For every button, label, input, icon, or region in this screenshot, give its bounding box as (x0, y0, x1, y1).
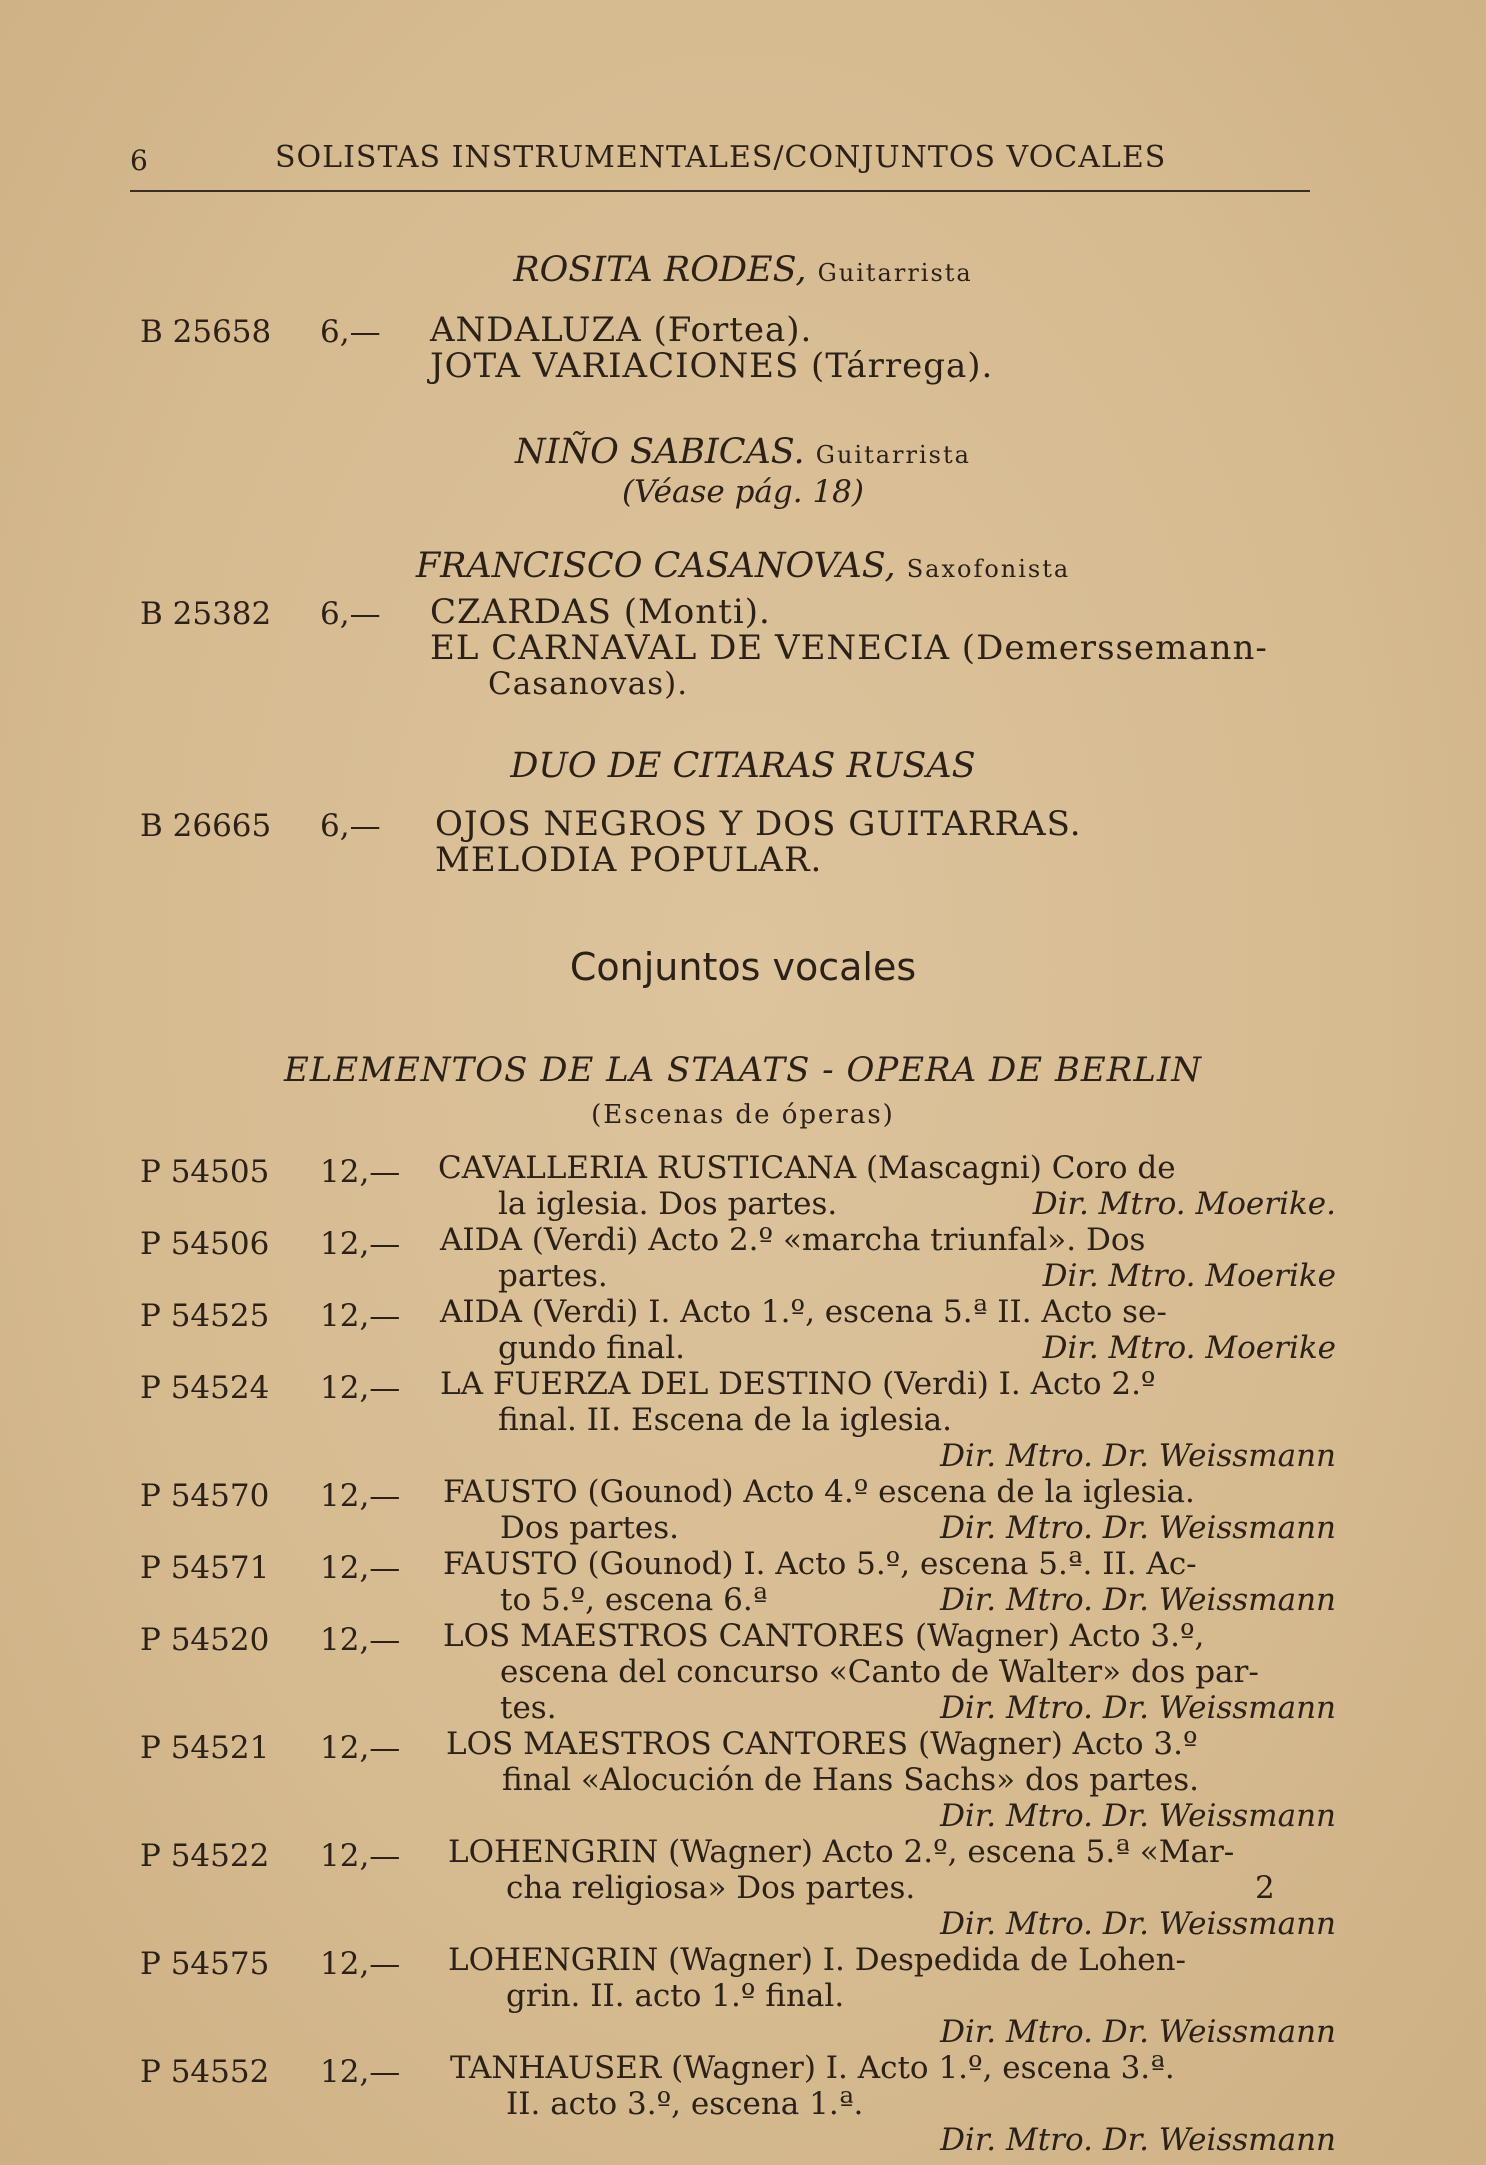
printer-signature: 2 (1255, 1870, 1275, 1906)
catalog-number: P 54571 (140, 1550, 270, 1586)
catalog-number: B 26665 (140, 808, 272, 844)
catalog-number: P 54505 (140, 1154, 270, 1190)
price: 6,— (320, 596, 381, 632)
header-rule (130, 190, 1310, 192)
conductor: Dir. Mtro. Dr. Weissmann (940, 2014, 1336, 2050)
record-description: to 5.º, escena 6.ª (500, 1582, 768, 1618)
record-description: LOHENGRIN (Wagner) Acto 2.º, escena 5.ª «Mar- (448, 1834, 1235, 1870)
catalog-number: P 54524 (140, 1370, 270, 1406)
record-title: ANDALUZA (Fortea). (430, 310, 813, 350)
record-description: la iglesia. Dos partes. (498, 1186, 838, 1222)
price: 12,— (320, 1298, 401, 1334)
record-title: MELODIA POPULAR. (435, 840, 823, 880)
price: 12,— (320, 1946, 401, 1982)
conductor: Dir. Mtro. Moerike (1042, 1330, 1336, 1366)
record-description: LA FUERZA DEL DESTINO (Verdi) I. Acto 2.º (440, 1366, 1156, 1402)
catalog-number: P 54525 (140, 1298, 270, 1334)
artist-heading: NIÑO SABICAS. Guitarrista (515, 432, 971, 472)
price: 6,— (320, 808, 381, 844)
record-description: CAVALLERIA RUSTICANA (Mascagni) Coro de (438, 1150, 1176, 1186)
record-title: Casanovas). (488, 666, 689, 702)
artist-heading: FRANCISCO CASANOVAS, Saxofonista (415, 546, 1071, 586)
record-description: gundo final. (498, 1330, 686, 1366)
artist-heading: DUO DE CITARAS RUSAS (510, 746, 976, 786)
running-title: SOLISTAS INSTRUMENTALES/CONJUNTOS VOCALES (275, 140, 1167, 175)
record-description: II. acto 3.º, escena 1.ª. (506, 2086, 864, 2122)
price: 12,— (320, 1550, 401, 1586)
record-description: LOS MAESTROS CANTORES (Wagner) Acto 3.º, (443, 1618, 1205, 1654)
catalog-number: P 54521 (140, 1730, 270, 1766)
record-description: escena del concurso «Canto de Walter» dos par- (500, 1654, 1259, 1690)
record-description: FAUSTO (Gounod) I. Acto 5.º, escena 5.ª. II. Ac- (443, 1546, 1197, 1582)
conductor: Dir. Mtro. Moerike (1042, 1258, 1336, 1294)
conductor: Dir. Mtro. Dr. Weissmann (940, 1906, 1336, 1942)
conductor: Dir. Mtro. Dr. Weissmann (940, 2122, 1336, 2158)
conductor: Dir. Mtro. Dr. Weissmann (940, 1438, 1336, 1474)
conductor: Dir. Mtro. Dr. Weissmann (940, 1510, 1336, 1546)
price: 12,— (320, 1154, 401, 1190)
page-header (130, 130, 1310, 177)
record-description: AIDA (Verdi) Acto 2.º «marcha triunfal». Dos (440, 1222, 1146, 1258)
price: 12,— (320, 2054, 401, 2090)
catalog-number: B 25658 (140, 314, 272, 350)
catalog-number: B 25382 (140, 596, 272, 632)
catalog-number: P 54506 (140, 1226, 270, 1262)
record-description: tes. (500, 1690, 557, 1726)
price: 12,— (320, 1226, 401, 1262)
record-description: FAUSTO (Gounod) Acto 4.º escena de la iglesia. (443, 1474, 1195, 1510)
group-subtitle: (Escenas de óperas) (591, 1100, 895, 1130)
catalog-number: P 54522 (140, 1838, 270, 1874)
record-title: OJOS NEGROS Y DOS GUITARRAS. (435, 804, 1082, 844)
price: 12,— (320, 1478, 401, 1514)
group-heading: ELEMENTOS DE LA STAATS - OPERA DE BERLIN (283, 1050, 1203, 1090)
catalog-number: P 54520 (140, 1622, 270, 1658)
record-description: TANHAUSER (Wagner) I. Acto 1.º, escena 3.ª. (450, 2050, 1175, 2086)
page-number: 6 (130, 144, 148, 177)
record-description: cha religiosa» Dos partes. (506, 1870, 916, 1906)
record-description: Dos partes. (500, 1510, 679, 1546)
record-description: final «Alocución de Hans Sachs» dos partes. (502, 1762, 1199, 1798)
record-description: final. II. Escena de la iglesia. (498, 1402, 952, 1438)
record-title: EL CARNAVAL DE VENECIA (Demerssemann- (430, 628, 1268, 668)
catalog-number: P 54575 (140, 1946, 270, 1982)
price: 12,— (320, 1730, 401, 1766)
record-title: CZARDAS (Monti). (430, 592, 771, 632)
catalog-number: P 54570 (140, 1478, 270, 1514)
record-description: AIDA (Verdi) I. Acto 1.º, escena 5.ª II. Acto se- (440, 1294, 1167, 1330)
conductor: Dir. Mtro. Dr. Weissmann (940, 1582, 1336, 1618)
conductor: Dir. Mtro. Dr. Weissmann (940, 1798, 1336, 1834)
section-title: Conjuntos vocales (569, 945, 917, 989)
price: 12,— (320, 1622, 401, 1658)
record-title: JOTA VARIACIONES (Tárrega). (430, 346, 994, 386)
record-description: LOHENGRIN (Wagner) I. Despedida de Lohen- (448, 1942, 1187, 1978)
conductor: Dir. Mtro. Moerike. (1032, 1186, 1336, 1222)
artist-heading: ROSITA RODES, Guitarrista (513, 250, 973, 290)
price: 12,— (320, 1838, 401, 1874)
price: 12,— (320, 1370, 401, 1406)
record-description: grin. II. acto 1.º final. (506, 1978, 845, 2014)
cross-reference: (Véase pág. 18) (622, 474, 864, 510)
price: 6,— (320, 314, 381, 350)
record-description: LOS MAESTROS CANTORES (Wagner) Acto 3.º (446, 1726, 1198, 1762)
record-description: partes. (498, 1258, 608, 1294)
catalog-number: P 54552 (140, 2054, 270, 2090)
conductor: Dir. Mtro. Dr. Weissmann (940, 1690, 1336, 1726)
